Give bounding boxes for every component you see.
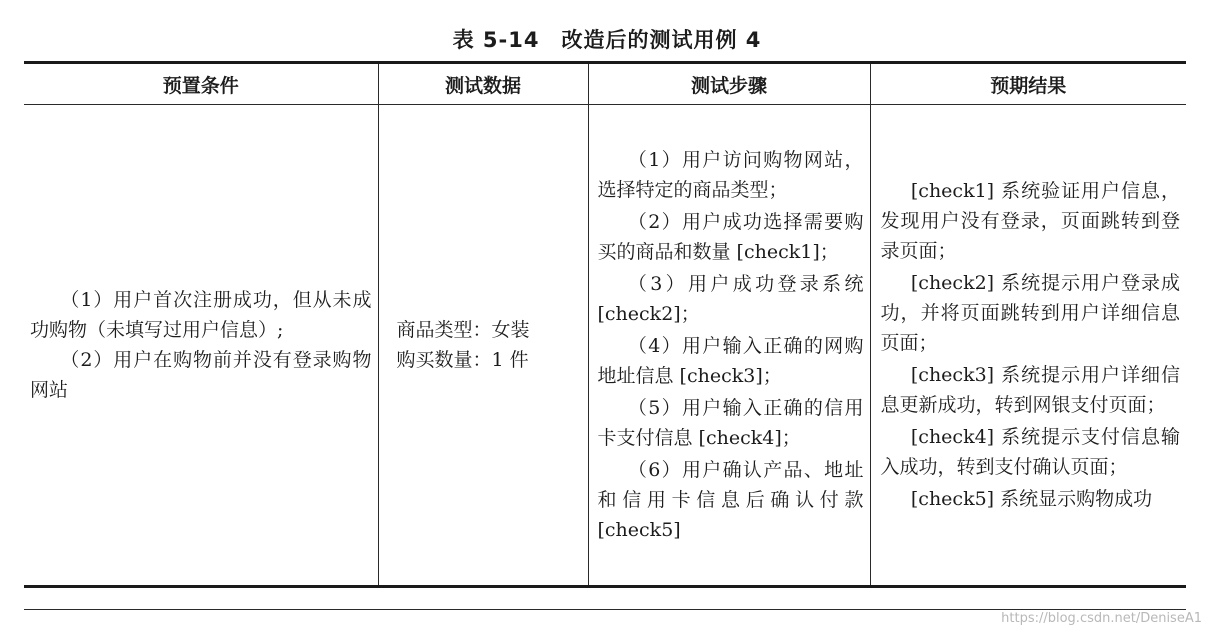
test-data-item-1: 商品类型：女装 (396, 319, 530, 341)
test-case-table (24, 61, 1186, 588)
table-title: 改造后的测试用例 4 (561, 28, 762, 52)
test-step-4: （4）用户输入正确的网购地址信息 [check3]； (597, 335, 864, 387)
test-step-5: （5）用户输入正确的信用卡支付信息 [check4]； (597, 397, 864, 449)
test-step-6: （6）用户确认产品、地址和信用卡信息后确认付款 [check5] (597, 459, 864, 541)
test-step-1: （1）用户访问购物网站，选择特定的商品类型； (597, 149, 864, 201)
test-step-2: （2）用户成功选择需要购买的商品和数量 [check1]； (597, 211, 864, 263)
watermark: https://blog.csdn.net/DeniseA1 (1001, 611, 1202, 626)
header-test-steps: 测试步骤 (588, 63, 870, 105)
expected-result-4: [check4] 系统提示支付信息输入成功，转到支付确认页面； (880, 426, 1180, 478)
expected-result-3: [check3] 系统提示用户详细信息更新成功，转到网银支付页面； (880, 364, 1180, 416)
preconditions-cell (24, 105, 378, 587)
table-row (24, 105, 1186, 587)
table-caption (0, 24, 1214, 54)
expected-results-cell (870, 105, 1186, 587)
expected-result-5: [check5] 系统显示购物成功 (910, 488, 1153, 510)
expected-result-2: [check2] 系统提示用户登录成功，并将页面跳转到用户详细信息页面； (880, 272, 1180, 354)
test-data-item-2: 购买数量：1 件 (396, 349, 529, 371)
test-step-3: （3）用户成功登录系统 [check2]； (597, 273, 864, 325)
precondition-2: （2）用户在购物前并没有登录购物网站 (30, 349, 372, 401)
test-steps-cell (588, 105, 870, 587)
header-test-data: 测试数据 (378, 63, 588, 105)
precondition-1: （1）用户首次注册成功，但从未成功购物（未填写过用户信息）; (30, 289, 372, 341)
page-footer-rule (24, 609, 1186, 610)
header-preconditions: 预置条件 (24, 63, 378, 105)
header-row (24, 63, 1186, 105)
header-expected-results: 预期结果 (870, 63, 1186, 105)
test-data-cell (378, 105, 588, 587)
table-number: 表 5-14 (452, 28, 540, 52)
expected-result-1: [check1] 系统验证用户信息，发现用户没有登录，页面跳转到登录页面； (880, 180, 1180, 262)
